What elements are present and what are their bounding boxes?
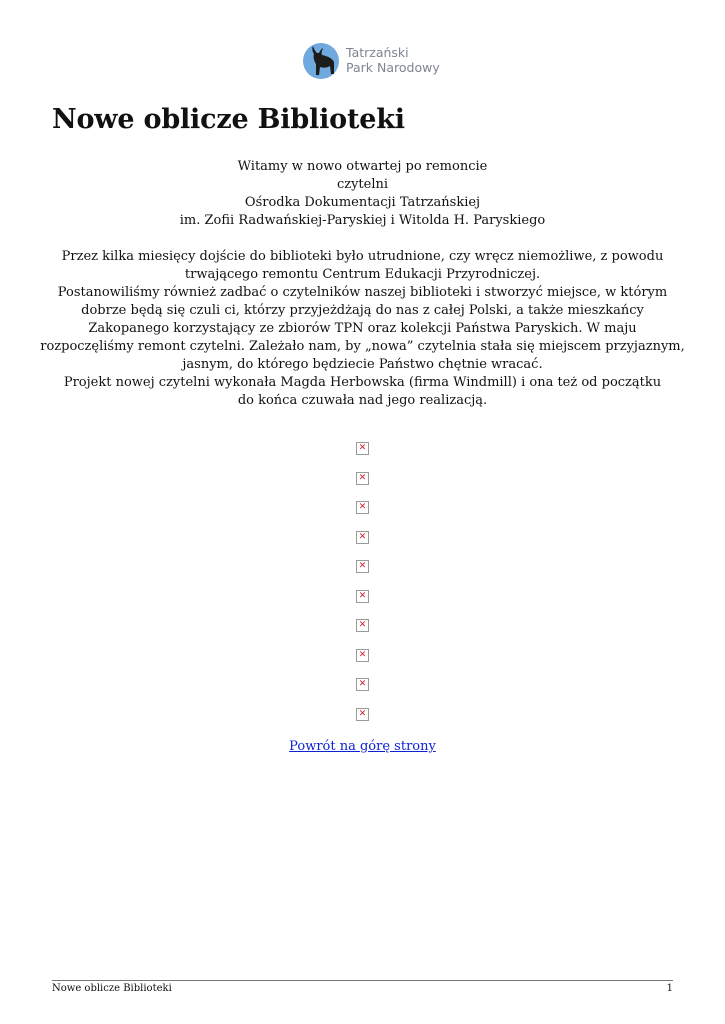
broken-image-icon [356, 590, 369, 603]
back-to-top-link[interactable]: Powrót na górę strony [289, 739, 436, 754]
broken-image-icon [356, 531, 369, 544]
broken-image-icon [356, 649, 369, 662]
broken-image-icon [356, 442, 369, 455]
intro-line: im. Zofii Radwańskiej-Paryskiej i Witolda H. Paryskiego [179, 213, 546, 228]
footer-title: Nowe oblicze Biblioteki [52, 983, 172, 994]
broken-image-icon [356, 501, 369, 514]
intro [40, 158, 685, 230]
paragraph: Przez kilka miesięcy dojście do biblioteki było utrudnione, czy wręcz niemożliwe, z powodu trwającego remontu Centrum Edukacji Przyrodniczej. [61, 249, 664, 282]
page-title: Nowe oblicze Biblioteki [52, 104, 405, 135]
logo-line-2: Park Narodowy [346, 60, 440, 75]
logo-text [346, 45, 440, 75]
intro-line: czytelni [336, 177, 389, 192]
broken-image-icon [356, 472, 369, 485]
footer-divider [52, 980, 673, 981]
intro-line: Ośrodka Dokumentacji Tatrzańskiej [244, 195, 481, 210]
logo-line-1: Tatrzański [346, 45, 409, 60]
body-text [40, 248, 685, 410]
broken-image-icon [356, 678, 369, 691]
logo [301, 38, 441, 82]
article-content [40, 158, 685, 756]
broken-image-icon [356, 619, 369, 632]
image-gallery [40, 442, 685, 721]
page-number: 1 [666, 983, 673, 994]
broken-image-icon [356, 560, 369, 573]
broken-image-icon [356, 708, 369, 721]
intro-line: Witamy w nowo otwartej po remoncie [237, 159, 488, 174]
paragraph: Projekt nowej czytelni wykonała Magda Herbowska (firma Windmill) i ona też od początku do końca czuwała nad jego realizacją. [63, 375, 662, 408]
chamois-logo-icon [301, 40, 341, 80]
paragraph: Postanowiliśmy również zadbać o czytelników naszej biblioteki i stworzyć miejsce, w którym dobrze będą się czuli ci, którzy przyjeżdżają do nas z całej Polski, a także mieszkańcy Zakopanego korzystający ze zbiorów TPN oraz kolekcji Państwa Paryskich. W maju rozpoczęliśmy remont czytelni. Zależało nam, by „nowa” czytelnia stała się miejscem przyjaznym, jasnym, do którego będziecie Państwo chętnie wracać. [40, 285, 685, 372]
